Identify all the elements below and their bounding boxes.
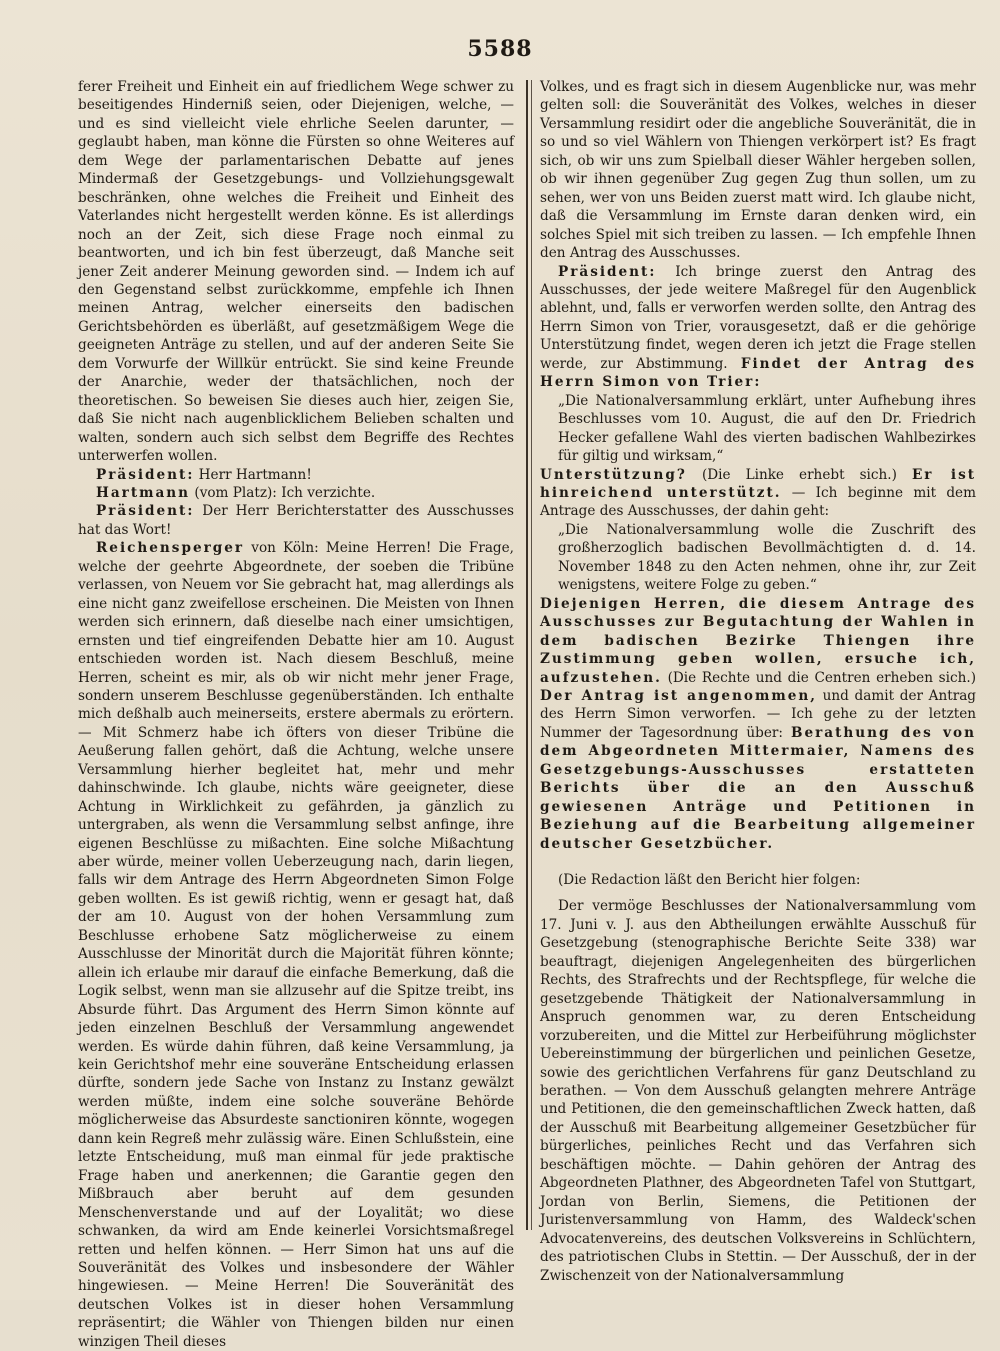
speech-text: Der Herr Berichterstatter des Ausschusses hat das Wort!	[78, 503, 515, 538]
speaker-name: Reichensperger	[96, 540, 245, 557]
speaker-name: Präsident:	[558, 263, 657, 280]
column-divider-thin	[531, 80, 532, 1230]
speaker-name: Präsident:	[96, 466, 195, 483]
speaker-name: Hartmann	[96, 484, 191, 501]
speaker-line-praesident	[78, 466, 514, 484]
speech-text: — Ich beginne mit dem Antrage des Ausschusses, der dahin geht:	[540, 484, 976, 520]
spaced-text: Berathung des von dem Abgeordneten Mittermaier, Namens des Gesetzgebungs-Ausschusses erstatteten Berichts über die an den Ausschuß gewiesenen Anträge und Petitionen in Beziehung auf die Bearbeitung allgemeiner deutscher Gesetzbücher.	[540, 724, 976, 852]
spaced-text: Er ist hinreichend unterstützt.	[540, 466, 977, 501]
speaker-line-praesident	[540, 263, 976, 392]
bericht-paragraph: Der vermöge Beschlusses der Nationalversammlung vom 17. Juni v. J. aus den Abtheilungen erwählte Ausschuß für Gesetzgebung (stenographische Berichte Seite 338) war beauftragt, diejenigen Angelegenheiten des bürgerlichen Rechts, des Strafrechts und der Rechtspflege, für welche die gesetzgebende Thätigkeit der Nationalversammlung in Anspruch genommen war, zu deren Entscheidung vorzubereiten, und die Mittel zur Herbeiführung möglichster Uebereinstimmung der bürgerlichen und peinlichen Gesetze, sowie des gerichtlichen Verfahrens für ganz Deutschland zu berathen. — Von dem Ausschuß gelangten mehrere Anträge und Petitionen, die den gemeinschaftlichen Zweck hatten, daß der Ausschuß mit Bearbeitung allgemeiner Gesetzbücher für bürgerliches, peinliches Recht und das Verfahren sich beschäftigen möchte. — Dahin gehören der Antrag des Abgeordneten Plathner, des Abgeordneten Tafel von Stuttgart, Jordan von Berlin, Siemens, die Petitionen der Juristenversammlung von Hamm, des Waldeck'schen Advocatenvereins, des deutschen Volksvereins in Schlüchtern, des patriotischen Clubs in Stettin. — Der Ausschuß, der in der Zwischenzeit von der Nationalversammlung	[540, 898, 976, 1284]
spaced-text: Diejenigen Herren, die diesem Antrage des Ausschusses zur Begutachtung der Wahlen in dem badischen Bezirke Thiengen ihre Zustimmung geben wollen, ersuche ich, aufzustehen.	[540, 595, 976, 686]
paragraph-volkes: Volkes, und es fragt sich in diesem Augenblicke nur, was mehr gelten soll: die Souveränität des Volkes, welches in dieser Versammlung residirt oder die angebliche Souveränität, die in so und so viel Wählern von Thiengen verkörpert ist? Es fragt sich, ob wir uns zum Spielball dieser Wähler hergeben sollen, ob wir ihnen gegenüber Zug gegen Zug thun sollen, um zu sehen, wer von uns Beiden zuerst matt wird. Ich glaube nicht, daß die Versammlung im Ernste daran denken wird, ein solches Spiel mit sich treiben zu lassen. — Ich empfehle Ihnen den Antrag des Ausschusses.	[540, 79, 976, 262]
left-column	[78, 78, 514, 1351]
speech-text: von Köln: Meine Herren! Die Frage, welche der geehrte Abgeordnete, der soeben die Tribüne verlassen, von Neuem vor Sie gebracht hat, mag allerdings als eine nicht ganz zweifellose erscheinen. Die Meisten von Ihnen werden sich erinnern, daß dieselbe nach einer umsichtigen, ernsten und tief eingreifenden Debatte hier am 10. August entschieden worden ist. Nach diesem Beschluß, meine Herren, scheint es mir, als ob wir nicht mehr jener Frage, sondern unserem Beschlusse gegenüberständen. Ich enthalte mich deßhalb auch meinerseits, erstere abermals zu erörtern. — Mit Schmerz habe ich öfters von dieser Tribüne die Aeußerung fallen gehört, daß die Achtung, welche unsere Versammlung hierher begleitet hat, mehr und mehr dahinschwinde. Ich glaube, nichts wäre geeigneter, diese Achtung in Wirklichkeit zu gefährden, ja gänzlich zu untergraben, als wenn die Versammlung selbst anfinge, ihre eigenen Beschlüsse zu mißachten. Eine solche Mißachtung aber würde, meiner vollen Ueberzeugung nach, darin liegen, falls wir dem Antrage des Herrn Abgeordneten Simon Folge geben wollten. Es ist gewiß richtig, wenn er gesagt hat, daß der am 10. August von der hohen Versammlung zum Beschlusse erhobene Satz möglicherweise zu einem Ausschlusse der Minorität durch die Majorität führen könnte; allein ich erlaube mir darauf die einfache Bemerkung, daß die Logik selbst, wenn man sie allzusehr auf die Spitze treibt, ins Absurde führt. Das Argument des Herrn Simon könnte auf jeden einzelnen Beschluß der Versammlung angewendet werden. Es würde dahin führen, daß keine Versammlung, ja kein Gerichtshof mehr eine souveräne Entscheidung erlassen dürfte, sondern jede Sache von Instanz zu Instanz gewälzt werden müßte, indem eine solche souveräne Behörde möglicherweise das Absurdeste sanctioniren könnte, wogegen dann kein Regreß mehr zulässig wäre. Einen Schlußstein, eine letzte Entscheidung, muß man einmal für jede praktische Frage haben und anerkennen; die Garantie gegen den Mißbrauch aber beruht auf dem gesunden Menschenverstande und auf der Loyalität; wo diese schwanken, da wird am Ende keinerlei Vorsichtsmaßregel retten und helfen können. — Herr Simon hat uns auf die Souveränität des Volkes und insbesondere der Wähler hingewiesen. — Meine Herren! Die Souveränität des deutschen Volkes ist in dieser hohen Versammlung repräsentirt; die Wähler von Thiengen bilden nur einen winzigen Theil dieses	[78, 540, 515, 1350]
page-number: 5588	[467, 36, 533, 62]
spaced-text: Findet der Antrag des Herrn Simon von Trier:	[540, 355, 977, 391]
speaker-name: Präsident:	[96, 503, 195, 520]
speech-text: (Die Linke erhebt sich.)	[701, 466, 897, 483]
quote-simon-antrag: „Die Nationalversammlung erklärt, unter Aufhebung ihres Beschlusses vom 10. August, die auf den Dr. Friedrich Hecker gefallene Wahl des vierten badischen Wahlbezirkes für giltig und wirksam,“	[558, 392, 976, 465]
speaker-line-reichensperger	[78, 539, 514, 1351]
speaker-line-hartmann	[78, 484, 514, 502]
speech-text: und damit der Antrag des Herrn Simon verworfen. — Ich gehe zu der letzten Nummer der Tagesordnung über:	[540, 687, 977, 741]
speech-text: Herr Hartmann!	[198, 466, 312, 483]
column-divider	[526, 80, 528, 1230]
spaced-text: Unterstützung?	[540, 466, 687, 483]
speech-text: (Die Rechte und die Centren erheben sich.)	[667, 669, 977, 686]
unterstuetzung-line	[540, 466, 976, 521]
speech-text: (vom Platz): Ich verzichte.	[194, 484, 376, 501]
speaker-line-praesident	[78, 502, 514, 539]
abstimmung-line	[540, 595, 976, 853]
spacer	[540, 853, 976, 871]
quote-ausschuss-antrag: „Die Nationalversammlung wolle die Zuschrift des großherzoglich badischen Bevollmächtigten d. d. 14. November 1848 zu den Acten nehmen, ohne ihr, zur Zeit wenigstens, weitere Folge zu geben.“	[558, 521, 976, 594]
right-column	[540, 78, 976, 1285]
spacer	[540, 889, 976, 897]
redaction-note: (Die Redaction läßt den Bericht hier folgen:	[558, 872, 861, 889]
speech-text: Ich bringe zuerst den Antrag des Ausschusses, der jede weitere Maßregel für den Augenblick ablehnt, und, falls er verworfen werden sollte, den Antrag des Herrn Simon von Trier, vorausgesetzt, daß er die gehörige Unterstützung findet, wegen deren ich jetzt die Frage stellen werde, zur Abstimmung.	[540, 263, 976, 372]
paragraph-freiheit: ferer Freiheit und Einheit ein auf friedlichem Wege schwer zu beseitigendes Hinderniß seien, oder Diejenigen, welche, — und es sind vielleicht viele ehrliche Seelen darunter, — geglaubt haben, man könne die Fürsten so ohne Weiteres auf dem Wege der parlamentarischen Debatte auf jenes Mindermaß der Gesetzgebungs- und Vollziehungsgewalt beschränken, ohne welches die Freiheit und Einheit des Vaterlandes nicht hergestellt werden könne. Es ist allerdings noch an der Zeit, sich diese Frage noch einmal zu beantworten, und ich bin fest überzeugt, daß Manche seit jener Zeit anderer Meinung geworden sind. — Indem ich auf den Gegenstand selbst zurückkomme, empfehle ich Ihnen meinen Antrag, welcher einerseits den badischen Gerichtsbehörden es überläßt, auf gesetzmäßigem Wege die geeigneten Anträge zu stellen, und auf der anderen Seite Sie dem Vorwurfe der Willkür entrückt. Sie sind keine Freunde der Anarchie, weder der thatsächlichen, noch der theoretischen. So beweisen Sie dieses auch hier, zeigen Sie, daß Sie nicht nach augenblicklichem Belieben schalten und walten, sondern auch sich selbst dem Begriffe des Rechtes unterwerfen wollen.	[78, 79, 514, 465]
spaced-text: Der Antrag ist angenommen,	[540, 687, 817, 704]
